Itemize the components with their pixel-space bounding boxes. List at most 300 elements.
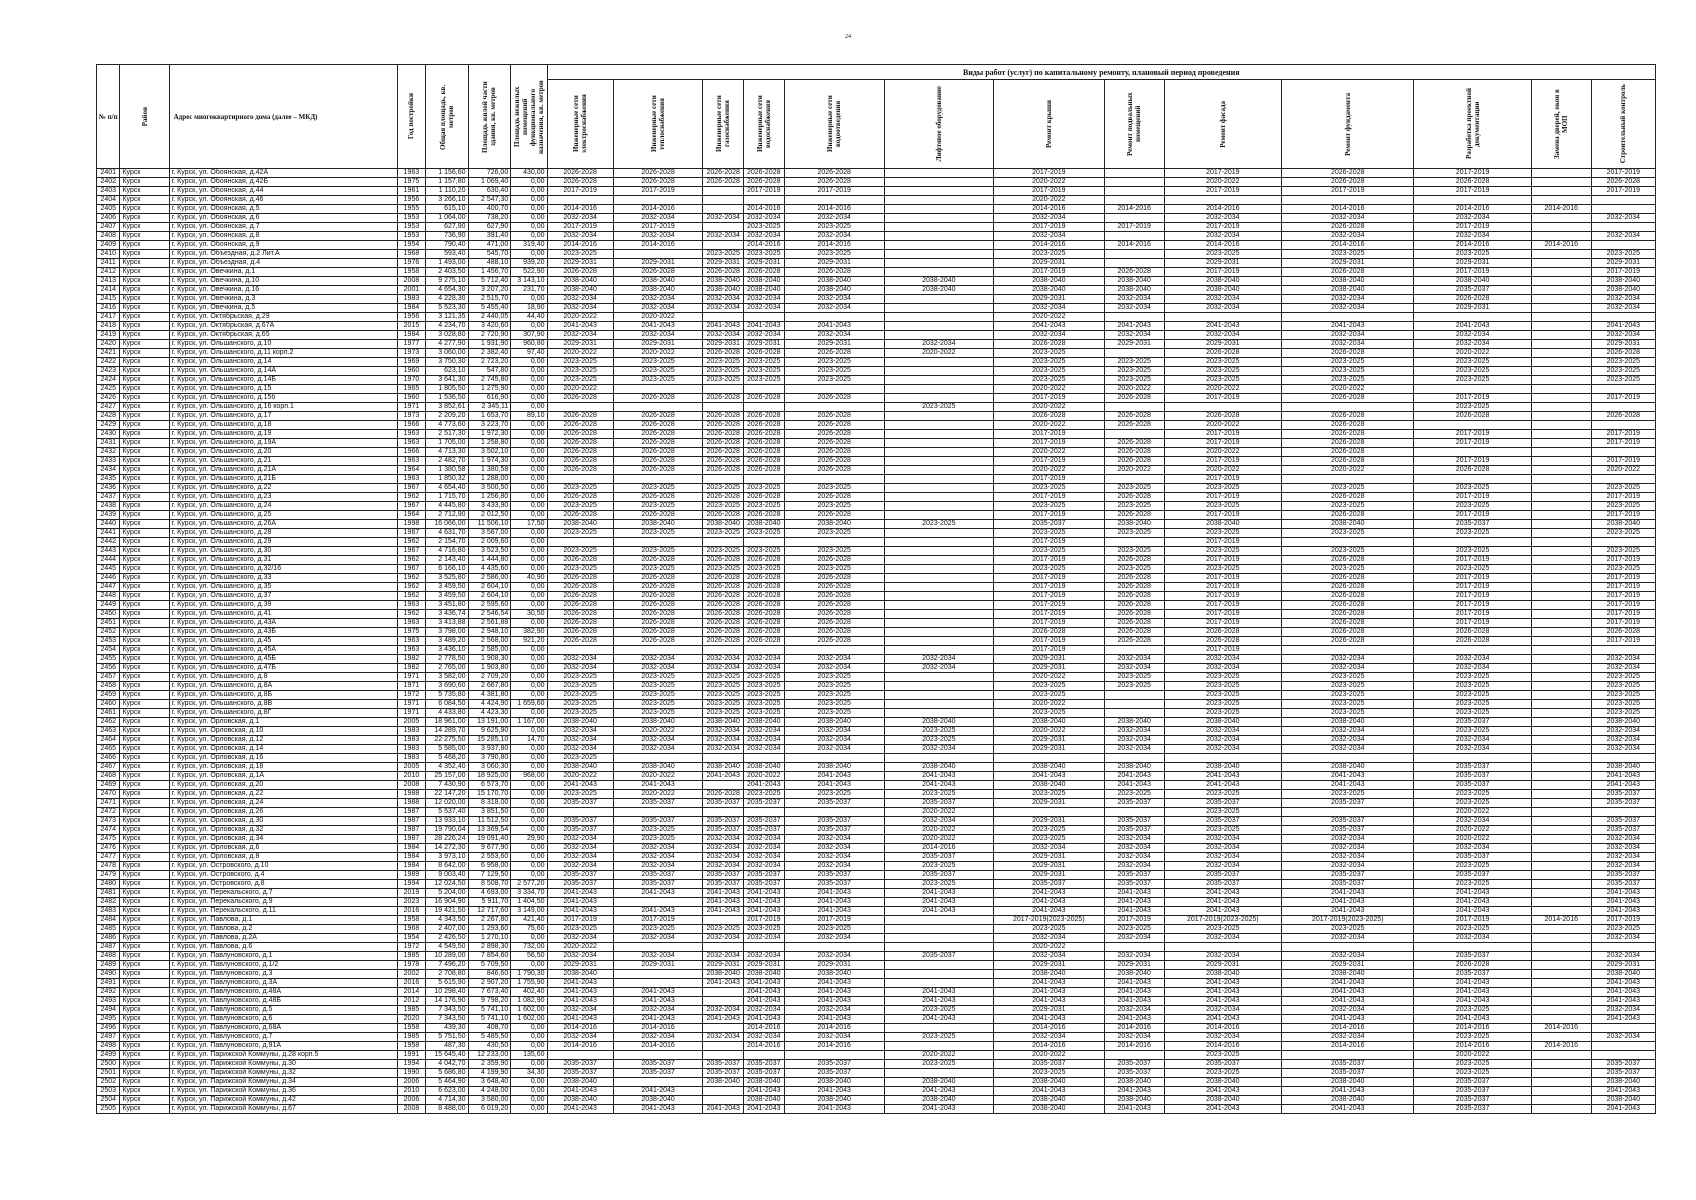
cell-total-area: 3 973,10 bbox=[425, 853, 468, 862]
table-row bbox=[97, 205, 1656, 214]
cell-period-heat bbox=[613, 1078, 703, 1087]
cell-period-basement: 2032-2034 bbox=[1104, 952, 1164, 961]
cell-living-area: 4 693,00 bbox=[468, 889, 511, 898]
cell-living-area: 630,40 bbox=[468, 187, 511, 196]
cell-year-built: 1963 bbox=[398, 457, 426, 466]
cell-year-built: 1984 bbox=[398, 331, 426, 340]
cell-period-elevator: 2023-2025 bbox=[884, 862, 993, 871]
cell-living-area: 2 546,54 bbox=[468, 610, 511, 619]
cell-living-area: 3 790,80 bbox=[468, 754, 511, 763]
cell-total-area: 3 582,00 bbox=[425, 673, 468, 682]
cell-address: г. Курск, ул. Ольшанского, д.35 bbox=[169, 583, 397, 592]
cell-period-roof: 2020-2022 bbox=[993, 178, 1104, 187]
table-row bbox=[97, 178, 1656, 187]
cell-period-electric: 2041-2043 bbox=[547, 322, 613, 331]
cell-period-roof: 2041-2043 bbox=[993, 889, 1104, 898]
cell-year-built: 1985 bbox=[398, 1033, 426, 1042]
cell-period-doors-windows bbox=[1531, 790, 1591, 799]
cell-period-basement: 2035-2037 bbox=[1104, 880, 1164, 889]
cell-period-elevator: 2032-2034 bbox=[884, 655, 993, 664]
cell-row-number: 2443 bbox=[97, 547, 120, 556]
page-number: 24 bbox=[845, 34, 851, 40]
cell-period-electric: 2023-2025 bbox=[547, 673, 613, 682]
cell-period-basement: 2041-2043 bbox=[1104, 889, 1164, 898]
cell-period-heat bbox=[613, 943, 703, 952]
cell-period-heat bbox=[613, 646, 703, 655]
cell-row-number: 2423 bbox=[97, 367, 120, 376]
cell-period-construction-control: 2032-2034 bbox=[1591, 736, 1655, 745]
cell-total-area: 13 933,10 bbox=[425, 817, 468, 826]
cell-year-built: 1962 bbox=[398, 574, 426, 583]
cell-total-area: 1 493,00 bbox=[425, 259, 468, 268]
cell-period-facade: 2041-2043 bbox=[1164, 1087, 1281, 1096]
cell-address: г. Курск, ул. Павлуновского, д.3 bbox=[169, 970, 397, 979]
cell-living-area: 3 851,50 bbox=[468, 808, 511, 817]
cell-address: г. Курск, ул. Орловская, д.6 bbox=[169, 844, 397, 853]
cell-period-construction-control: 2032-2034 bbox=[1591, 952, 1655, 961]
cell-period-facade: 2032-2034 bbox=[1164, 844, 1281, 853]
table-row bbox=[97, 331, 1656, 340]
cell-period-foundation: 2032-2034 bbox=[1282, 331, 1414, 340]
cell-year-built: 2002 bbox=[398, 970, 426, 979]
cell-period-elevator bbox=[884, 223, 993, 232]
cell-address: г. Курск, ул. Ольшанского, д.8А bbox=[169, 682, 397, 691]
cell-period-design-docs: 2035-2037 bbox=[1414, 1096, 1531, 1105]
cell-district: Курск bbox=[120, 808, 169, 817]
cell-period-gas: 2029-2031 bbox=[703, 340, 744, 349]
cell-total-area: 3 266,10 bbox=[425, 196, 468, 205]
cell-year-built: 1966 bbox=[398, 448, 426, 457]
cell-address: г. Курск, ул. Ольшанского, д.28 bbox=[169, 529, 397, 538]
table-row bbox=[97, 988, 1656, 997]
cell-period-foundation: 2041-2043 bbox=[1282, 1087, 1414, 1096]
cell-period-construction-control: 2023-2025 bbox=[1591, 376, 1655, 385]
cell-total-area: 4 228,30 bbox=[425, 295, 468, 304]
cell-period-sewage: 2032-2034 bbox=[784, 745, 884, 754]
cell-year-built: 1960 bbox=[398, 394, 426, 403]
cell-period-water: 2023-2025 bbox=[743, 790, 784, 799]
cell-period-roof: 2023-2025 bbox=[993, 547, 1104, 556]
cell-address: г. Курск, ул. Овечкина, д.3 bbox=[169, 295, 397, 304]
cell-period-basement: 2035-2037 bbox=[1104, 817, 1164, 826]
table-row bbox=[97, 223, 1656, 232]
table-row bbox=[97, 790, 1656, 799]
cell-nonres-area: 0,00 bbox=[511, 1060, 547, 1069]
cell-period-construction-control: 2023-2025 bbox=[1591, 502, 1655, 511]
cell-total-area: 5 686,80 bbox=[425, 1069, 468, 1078]
cell-address: г. Курск, ул. Ольшанского, д.8Б bbox=[169, 691, 397, 700]
cell-period-elevator bbox=[884, 646, 993, 655]
cell-period-facade: 2017-2019 bbox=[1164, 394, 1281, 403]
cell-total-area: 2 712,90 bbox=[425, 511, 468, 520]
cell-row-number: 2459 bbox=[97, 691, 120, 700]
cell-district: Курск bbox=[120, 340, 169, 349]
cell-period-gas: 2026-2028 bbox=[703, 511, 744, 520]
cell-total-area: 3 690,60 bbox=[425, 682, 468, 691]
column-header-roof: Ремонт крыши bbox=[993, 80, 1104, 169]
cell-period-water: 2041-2043 bbox=[743, 889, 784, 898]
cell-period-heat: 2026-2028 bbox=[613, 628, 703, 637]
cell-period-sewage: 2032-2034 bbox=[784, 232, 884, 241]
cell-district: Курск bbox=[120, 574, 169, 583]
cell-period-elevator: 2038-2040 bbox=[884, 277, 993, 286]
cell-living-area: 1 908,30 bbox=[468, 655, 511, 664]
cell-nonres-area: 0,00 bbox=[511, 178, 547, 187]
cell-period-electric: 2041-2043 bbox=[547, 1087, 613, 1096]
cell-period-foundation bbox=[1282, 475, 1414, 484]
cell-period-doors-windows bbox=[1531, 394, 1591, 403]
cell-period-water: 2026-2028 bbox=[743, 349, 784, 358]
cell-period-electric: 2026-2028 bbox=[547, 511, 613, 520]
cell-period-facade: 2041-2043 bbox=[1164, 1105, 1281, 1114]
cell-total-area: 4 714,30 bbox=[425, 1096, 468, 1105]
cell-period-construction-control bbox=[1591, 205, 1655, 214]
cell-period-construction-control: 2038-2040 bbox=[1591, 970, 1655, 979]
cell-period-sewage bbox=[784, 475, 884, 484]
cell-address: г. Курск, ул. Ольшанского, д.33 bbox=[169, 574, 397, 583]
cell-period-water: 2032-2034 bbox=[743, 232, 784, 241]
cell-year-built: 2019 bbox=[398, 889, 426, 898]
table-row bbox=[97, 322, 1656, 331]
cell-period-water: 2032-2034 bbox=[743, 862, 784, 871]
cell-period-gas: 2023-2025 bbox=[703, 547, 744, 556]
cell-period-heat: 2032-2034 bbox=[613, 844, 703, 853]
cell-period-design-docs: 2023-2025 bbox=[1414, 1060, 1531, 1069]
cell-period-facade: 2017-2019 bbox=[1164, 493, 1281, 502]
table-row bbox=[97, 934, 1656, 943]
cell-period-gas: 2032-2034 bbox=[703, 1006, 744, 1015]
cell-period-doors-windows bbox=[1531, 439, 1591, 448]
cell-period-elevator bbox=[884, 259, 993, 268]
cell-district: Курск bbox=[120, 916, 169, 925]
table-row bbox=[97, 925, 1656, 934]
cell-period-sewage bbox=[784, 754, 884, 763]
cell-period-sewage: 2035-2037 bbox=[784, 826, 884, 835]
cell-period-facade: 2023-2025 bbox=[1164, 826, 1281, 835]
cell-period-gas bbox=[703, 1096, 744, 1105]
cell-period-design-docs: 2017-2019 bbox=[1414, 574, 1531, 583]
cell-period-construction-control: 2041-2043 bbox=[1591, 979, 1655, 988]
cell-period-electric: 2032-2034 bbox=[547, 304, 613, 313]
cell-period-electric: 2026-2028 bbox=[547, 493, 613, 502]
table-row bbox=[97, 1078, 1656, 1087]
cell-period-foundation: 2023-2025 bbox=[1282, 367, 1414, 376]
cell-period-construction-control: 2038-2040 bbox=[1591, 277, 1655, 286]
cell-living-area: 2 547,30 bbox=[468, 196, 511, 205]
cell-nonres-area: 0,00 bbox=[511, 466, 547, 475]
cell-nonres-area: 30,50 bbox=[511, 610, 547, 619]
cell-period-doors-windows bbox=[1531, 511, 1591, 520]
cell-district: Курск bbox=[120, 484, 169, 493]
cell-period-design-docs: 2032-2034 bbox=[1414, 844, 1531, 853]
cell-district: Курск bbox=[120, 1024, 169, 1033]
cell-period-facade: 2041-2043 bbox=[1164, 889, 1281, 898]
cell-period-gas: 2023-2025 bbox=[703, 691, 744, 700]
cell-year-built: 1963 bbox=[398, 646, 426, 655]
cell-period-heat: 2023-2025 bbox=[613, 673, 703, 682]
cell-period-roof: 2017-2019 bbox=[993, 610, 1104, 619]
cell-period-elevator bbox=[884, 979, 993, 988]
cell-period-basement: 2026-2028 bbox=[1104, 448, 1164, 457]
cell-period-gas bbox=[703, 1042, 744, 1051]
cell-period-roof bbox=[993, 754, 1104, 763]
cell-period-sewage: 2023-2025 bbox=[784, 709, 884, 718]
cell-period-design-docs: 2017-2019 bbox=[1414, 619, 1531, 628]
cell-period-elevator bbox=[884, 547, 993, 556]
cell-period-heat bbox=[613, 754, 703, 763]
cell-period-doors-windows bbox=[1531, 466, 1591, 475]
column-header-construction-control: Строительный контроль bbox=[1591, 80, 1655, 169]
cell-year-built: 1954 bbox=[398, 934, 426, 943]
cell-period-water bbox=[743, 196, 784, 205]
cell-living-area: 3 420,60 bbox=[468, 322, 511, 331]
cell-district: Курск bbox=[120, 880, 169, 889]
cell-year-built: 1994 bbox=[398, 880, 426, 889]
cell-period-elevator: 2041-2043 bbox=[884, 1015, 993, 1024]
cell-period-construction-control: 2041-2043 bbox=[1591, 988, 1655, 997]
cell-period-gas: 2026-2028 bbox=[703, 412, 744, 421]
cell-row-number: 2426 bbox=[97, 394, 120, 403]
cell-period-foundation: 2023-2025 bbox=[1282, 547, 1414, 556]
cell-period-water: 2038-2040 bbox=[743, 763, 784, 772]
cell-address: г. Курск, ул. Орловская, д.18 bbox=[169, 763, 397, 772]
cell-period-construction-control: 2023-2025 bbox=[1591, 682, 1655, 691]
cell-period-basement: 2026-2028 bbox=[1104, 493, 1164, 502]
cell-period-foundation: 2026-2028 bbox=[1282, 583, 1414, 592]
cell-period-design-docs bbox=[1414, 646, 1531, 655]
cell-district: Курск bbox=[120, 349, 169, 358]
cell-period-elevator: 2035-2037 bbox=[884, 952, 993, 961]
cell-period-gas: 2026-2028 bbox=[703, 493, 744, 502]
cell-period-foundation: 2014-2016 bbox=[1282, 1042, 1414, 1051]
cell-nonres-area: 939,20 bbox=[511, 259, 547, 268]
cell-period-construction-control: 2023-2025 bbox=[1591, 691, 1655, 700]
cell-period-facade: 2017-2019 bbox=[1164, 268, 1281, 277]
cell-address: г. Курск, ул. Ольшанского, д.25 bbox=[169, 511, 397, 520]
cell-period-design-docs: 2023-2025 bbox=[1414, 682, 1531, 691]
cell-district: Курск bbox=[120, 583, 169, 592]
cell-period-roof: 2038-2040 bbox=[993, 763, 1104, 772]
cell-period-water: 2032-2034 bbox=[743, 952, 784, 961]
cell-nonres-area: 0,00 bbox=[511, 781, 547, 790]
cell-total-area: 14 289,70 bbox=[425, 727, 468, 736]
cell-period-sewage: 2026-2028 bbox=[784, 421, 884, 430]
cell-period-basement bbox=[1104, 475, 1164, 484]
cell-period-foundation: 2023-2025 bbox=[1282, 691, 1414, 700]
cell-period-foundation: 2023-2025 bbox=[1282, 673, 1414, 682]
cell-period-foundation: 2038-2040 bbox=[1282, 970, 1414, 979]
cell-period-gas: 2023-2025 bbox=[703, 529, 744, 538]
cell-period-construction-control bbox=[1591, 448, 1655, 457]
cell-period-facade: 2017-2019 bbox=[1164, 430, 1281, 439]
cell-living-area: 547,80 bbox=[468, 367, 511, 376]
cell-period-facade: 2014-2016 bbox=[1164, 1042, 1281, 1051]
cell-period-construction-control: 2032-2034 bbox=[1591, 295, 1655, 304]
cell-row-number: 2483 bbox=[97, 907, 120, 916]
cell-period-roof: 2038-2040 bbox=[993, 286, 1104, 295]
cell-address: г. Курск, ул. Октябрьская, д.65 bbox=[169, 331, 397, 340]
cell-district: Курск bbox=[120, 772, 169, 781]
cell-period-facade: 2017-2019(2023-2025) bbox=[1164, 916, 1281, 925]
cell-period-basement: 2032-2034 bbox=[1104, 304, 1164, 313]
cell-period-roof: 2038-2040 bbox=[993, 970, 1104, 979]
cell-address: г. Курск, ул. Перекальского, д.7 bbox=[169, 889, 397, 898]
cell-year-built: 1956 bbox=[398, 313, 426, 322]
cell-period-sewage: 2023-2025 bbox=[784, 673, 884, 682]
cell-period-water: 2038-2040 bbox=[743, 277, 784, 286]
cell-period-design-docs: 2017-2019 bbox=[1414, 394, 1531, 403]
cell-living-area: 2 012,50 bbox=[468, 511, 511, 520]
cell-period-electric: 2035-2037 bbox=[547, 826, 613, 835]
cell-period-foundation: 2035-2037 bbox=[1282, 871, 1414, 880]
cell-total-area: 18 961,00 bbox=[425, 718, 468, 727]
cell-period-sewage bbox=[784, 313, 884, 322]
cell-row-number: 2412 bbox=[97, 268, 120, 277]
cell-address: г. Курск, ул. Ольшанского, д.43А bbox=[169, 619, 397, 628]
cell-total-area: 3 641,30 bbox=[425, 376, 468, 385]
table-row bbox=[97, 187, 1656, 196]
cell-living-area: 5 911,70 bbox=[468, 898, 511, 907]
cell-year-built: 1984 bbox=[398, 304, 426, 313]
cell-living-area: 1 456,70 bbox=[468, 268, 511, 277]
cell-period-doors-windows bbox=[1531, 898, 1591, 907]
table-row bbox=[97, 241, 1656, 250]
cell-period-basement: 2032-2034 bbox=[1104, 727, 1164, 736]
cell-row-number: 2445 bbox=[97, 565, 120, 574]
cell-period-sewage: 2023-2025 bbox=[784, 925, 884, 934]
cell-period-construction-control: 2041-2043 bbox=[1591, 889, 1655, 898]
cell-period-construction-control: 2029-2031 bbox=[1591, 961, 1655, 970]
cell-period-heat: 2023-2025 bbox=[613, 502, 703, 511]
cell-period-water: 2026-2028 bbox=[743, 457, 784, 466]
cell-district: Курск bbox=[120, 277, 169, 286]
cell-district: Курск bbox=[120, 673, 169, 682]
cell-nonres-area: 0,00 bbox=[511, 358, 547, 367]
cell-row-number: 2497 bbox=[97, 1033, 120, 1042]
cell-period-facade: 2032-2034 bbox=[1164, 331, 1281, 340]
cell-period-elevator bbox=[884, 538, 993, 547]
table-row bbox=[97, 817, 1656, 826]
cell-period-electric: 2041-2043 bbox=[547, 1105, 613, 1114]
cell-period-design-docs: 2023-2025 bbox=[1414, 1033, 1531, 1042]
cell-period-water: 2032-2034 bbox=[743, 655, 784, 664]
cell-period-electric: 2038-2040 bbox=[547, 970, 613, 979]
cell-period-construction-control: 2041-2043 bbox=[1591, 1105, 1655, 1114]
cell-period-doors-windows bbox=[1531, 853, 1591, 862]
cell-nonres-area: 1 602,00 bbox=[511, 1015, 547, 1024]
cell-period-facade: 2023-2025 bbox=[1164, 367, 1281, 376]
cell-period-sewage: 2023-2025 bbox=[784, 529, 884, 538]
cell-period-electric: 2026-2028 bbox=[547, 439, 613, 448]
cell-period-electric bbox=[547, 196, 613, 205]
cell-period-heat: 2026-2028 bbox=[613, 583, 703, 592]
cell-row-number: 2437 bbox=[97, 493, 120, 502]
cell-year-built: 2020 bbox=[398, 1015, 426, 1024]
cell-year-built: 1988 bbox=[398, 790, 426, 799]
cell-period-electric: 2041-2043 bbox=[547, 1015, 613, 1024]
cell-period-heat: 2020-2022 bbox=[613, 772, 703, 781]
cell-period-construction-control: 2023-2025 bbox=[1591, 484, 1655, 493]
cell-period-heat: 2014-2016 bbox=[613, 1024, 703, 1033]
cell-period-doors-windows bbox=[1531, 421, 1591, 430]
cell-period-doors-windows bbox=[1531, 1105, 1591, 1114]
cell-period-facade: 2035-2037 bbox=[1164, 1060, 1281, 1069]
cell-period-foundation: 2026-2028 bbox=[1282, 493, 1414, 502]
cell-period-water: 2014-2016 bbox=[743, 1042, 784, 1051]
cell-period-water: 2023-2025 bbox=[743, 376, 784, 385]
cell-period-design-docs: 2041-2043 bbox=[1414, 997, 1531, 1006]
cell-period-elevator bbox=[884, 673, 993, 682]
cell-nonres-area: 0,00 bbox=[511, 547, 547, 556]
cell-period-basement bbox=[1104, 196, 1164, 205]
cell-period-roof: 2017-2019 bbox=[993, 439, 1104, 448]
cell-period-construction-control: 2026-2028 bbox=[1591, 412, 1655, 421]
cell-period-sewage: 2032-2034 bbox=[784, 214, 884, 223]
table-row bbox=[97, 169, 1656, 178]
cell-period-foundation: 2032-2034 bbox=[1282, 736, 1414, 745]
cell-district: Курск bbox=[120, 799, 169, 808]
cell-period-gas: 2032-2034 bbox=[703, 655, 744, 664]
cell-period-doors-windows bbox=[1531, 232, 1591, 241]
cell-period-sewage: 2014-2016 bbox=[784, 1042, 884, 1051]
cell-nonres-area: 0,00 bbox=[511, 457, 547, 466]
cell-period-heat: 2041-2043 bbox=[613, 781, 703, 790]
cell-period-electric: 2026-2028 bbox=[547, 268, 613, 277]
cell-period-design-docs: 2032-2034 bbox=[1414, 655, 1531, 664]
table-row bbox=[97, 961, 1656, 970]
column-header-district: Район bbox=[120, 65, 169, 169]
cell-row-number: 2450 bbox=[97, 610, 120, 619]
cell-period-basement: 2041-2043 bbox=[1104, 322, 1164, 331]
cell-period-electric: 2041-2043 bbox=[547, 889, 613, 898]
cell-period-electric: 2017-2019 bbox=[547, 187, 613, 196]
cell-period-electric: 2032-2034 bbox=[547, 853, 613, 862]
cell-period-facade: 2032-2034 bbox=[1164, 232, 1281, 241]
cell-period-design-docs: 2029-2031 bbox=[1414, 259, 1531, 268]
cell-period-electric: 2026-2028 bbox=[547, 178, 613, 187]
cell-period-roof: 2038-2040 bbox=[993, 1078, 1104, 1087]
cell-period-design-docs: 2032-2034 bbox=[1414, 745, 1531, 754]
cell-period-sewage: 2032-2034 bbox=[784, 295, 884, 304]
cell-row-number: 2420 bbox=[97, 340, 120, 349]
cell-period-foundation: 2032-2034 bbox=[1282, 934, 1414, 943]
cell-period-heat: 2041-2043 bbox=[613, 997, 703, 1006]
cell-nonres-area: 0,00 bbox=[511, 1033, 547, 1042]
cell-year-built: 1958 bbox=[398, 1024, 426, 1033]
cell-period-construction-control: 2032-2034 bbox=[1591, 844, 1655, 853]
cell-year-built: 1984 bbox=[398, 844, 426, 853]
cell-period-design-docs: 2026-2028 bbox=[1414, 412, 1531, 421]
cell-period-heat: 2041-2043 bbox=[613, 1087, 703, 1096]
cell-row-number: 2415 bbox=[97, 295, 120, 304]
cell-period-heat: 2038-2040 bbox=[613, 286, 703, 295]
cell-nonres-area: 0,00 bbox=[511, 1087, 547, 1096]
cell-period-construction-control: 2035-2037 bbox=[1591, 790, 1655, 799]
cell-total-area: 2 209,20 bbox=[425, 412, 468, 421]
cell-period-gas: 2026-2028 bbox=[703, 628, 744, 637]
column-header-no: № п/п bbox=[97, 65, 120, 169]
cell-period-basement: 2035-2037 bbox=[1104, 1069, 1164, 1078]
cell-period-electric: 2026-2028 bbox=[547, 430, 613, 439]
table-row bbox=[97, 1006, 1656, 1015]
cell-period-facade: 2014-2016 bbox=[1164, 1024, 1281, 1033]
cell-period-sewage: 2026-2028 bbox=[784, 592, 884, 601]
cell-period-gas: 2032-2034 bbox=[703, 736, 744, 745]
cell-address: г. Курск, ул. Павлуновского, д.1 bbox=[169, 952, 397, 961]
cell-row-number: 2470 bbox=[97, 790, 120, 799]
cell-year-built: 1967 bbox=[398, 547, 426, 556]
cell-period-gas: 2041-2043 bbox=[703, 1105, 744, 1114]
